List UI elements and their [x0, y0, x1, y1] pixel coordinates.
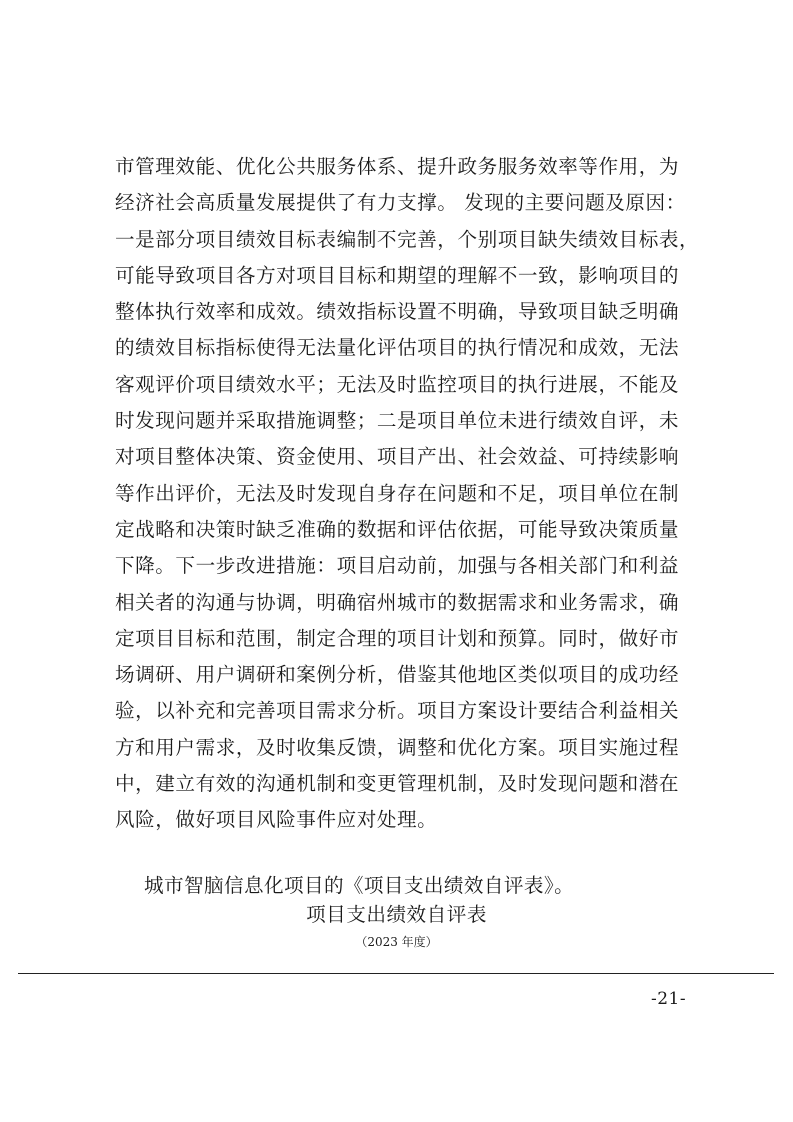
body-line: 经济社会高质量发展提供了有力支撑。 发现的主要问题及原因： [115, 191, 686, 215]
body-line: 对项目整体决策、资金使用、项目产出、社会效益、可持续影响 [115, 445, 680, 469]
page-number: -21- [651, 989, 687, 1009]
body-line: 可能导致项目各方对项目目标和期望的理解不一致，影响项目的 [115, 263, 680, 287]
body-line: 客观评价项目绩效水平；无法及时监控项目的执行进展，不能及 [115, 372, 680, 396]
body-line: 下降。下一步改进措施：项目启动前，加强与各相关部门和利益 [115, 554, 680, 578]
table-year: （2023 年度） [355, 935, 438, 949]
page-divider [18, 973, 774, 974]
body-line: 一是部分项目绩效目标表编制不完善，个别项目缺失绩效目标表， [115, 227, 700, 251]
body-line: 定战略和决策时缺乏准确的数据和评估依据，可能导致决策质量 [115, 517, 680, 541]
body-line: 方和用户需求，及时收集反馈，调整和优化方案。项目实施过程 [115, 735, 680, 759]
body-line: 验，以补充和完善项目需求分析。项目方案设计要结合利益相关 [115, 699, 680, 723]
body-line: 定项目目标和范围，制定合理的项目计划和预算。同时，做好市 [115, 626, 680, 650]
body-line: 时发现问题并采取措施调整；二是项目单位未进行绩效自评，未 [115, 409, 680, 433]
body-line: 市管理效能、优化公共服务体系、提升政务服务效率等作用，为 [115, 155, 680, 178]
body-line: 整体执行效率和成效。绩效指标设置不明确，导致项目缺乏明确 [115, 300, 680, 324]
table-title: 项目支出绩效自评表 [306, 903, 487, 926]
body-line: 中，建立有效的沟通机制和变更管理机制，及时发现问题和潜在 [115, 772, 680, 796]
intro-line: 城市智脑信息化项目的《项目支出绩效自评表》。 [144, 874, 575, 897]
body-line: 场调研、用户调研和案例分析，借鉴其他地区类似项目的成功经 [115, 663, 680, 687]
body-line: 的绩效目标指标使得无法量化评估项目的执行情况和成效，无法 [115, 336, 680, 360]
body-line: 等作出评价，无法及时发现自身存在问题和不足，项目单位在制 [115, 481, 680, 505]
body-line: 风险，做好项目风险事件应对处理。 [115, 808, 438, 832]
body-paragraph [115, 149, 699, 839]
body-line: 相关者的沟通与协调，明确宿州城市的数据需求和业务需求，确 [115, 590, 680, 614]
